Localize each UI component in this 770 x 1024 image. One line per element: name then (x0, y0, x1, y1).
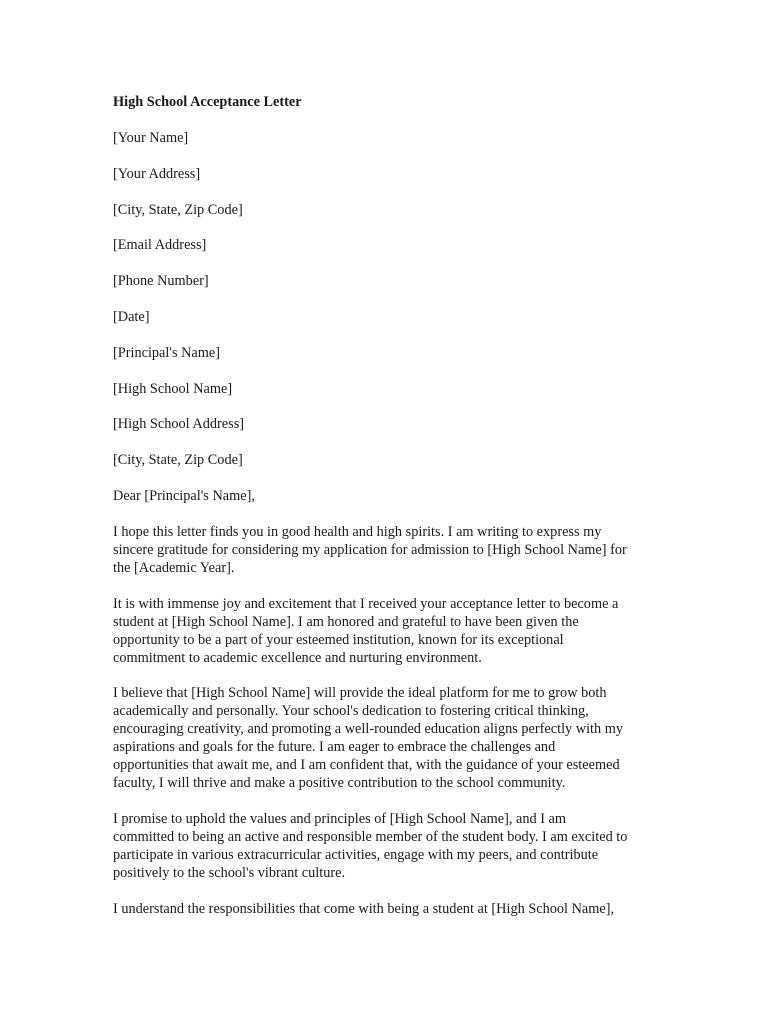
paragraph-line: I believe that [High School Name] will provide the ideal platform for me to grow both (113, 685, 607, 702)
sender-phone: [Phone Number] (113, 273, 209, 290)
sender-name: [Your Name] (113, 130, 189, 146)
paragraph-line: sincere gratitude for considering my application for admission to [High School Name] for (113, 541, 627, 558)
paragraph-line: participate in various extracurricular activities, engage with my peers, and contribute (113, 847, 599, 864)
recipient-school-name: [High School Name] (113, 380, 233, 397)
sender-address: [Your Address] (113, 165, 201, 182)
paragraph-line: commitment to academic excellence and nurturing environment. (113, 649, 482, 666)
paragraph-line: faculty, I will thrive and make a positive contribution to the school community. (113, 775, 566, 792)
paragraph-2 (113, 595, 663, 667)
paragraph-3 (113, 684, 663, 792)
paragraph-line: student at [High School Name]. I am honored and grateful to have been given the (113, 613, 579, 630)
paragraph-line: positively to the school's vibrant culture. (113, 865, 346, 882)
letter-date: [Date] (113, 308, 150, 325)
recipient-school-address: [High School Address] (113, 416, 245, 433)
paragraph-5 (113, 900, 663, 918)
paragraph-4 (113, 810, 663, 882)
paragraph-line: I hope this letter finds you in good health and high spirits. I am writing to express my (113, 523, 602, 540)
paragraph-line: academically and personally. Your school's dedication to fostering critical thinking, (113, 703, 589, 720)
paragraph-line: It is with immense joy and excitement that I received your acceptance letter to become a (113, 595, 619, 612)
paragraph-line: committed to being an active and responsible member of the student body. I am excited to (113, 829, 628, 846)
paragraph-line: opportunities that await me, and I am confident that, with the guidance of your esteemed (113, 757, 620, 774)
recipient-name: [Principal's Name] (113, 344, 220, 361)
paragraph-line: I understand the responsibilities that come with being a student at [High School Name], (113, 900, 615, 917)
letter-title: High School Acceptance Letter (113, 94, 302, 110)
recipient-city-state-zip: [City, State, Zip Code] (113, 452, 243, 469)
paragraph-line: encouraging creativity, and promoting a well-rounded education aligns perfectly with my (113, 721, 624, 738)
letter-body (113, 93, 663, 918)
sender-email: [Email Address] (113, 237, 207, 254)
salutation: Dear [Principal's Name], (113, 487, 255, 504)
paragraph-line: opportunity to be a part of your esteemed institution, known for its exceptional (113, 631, 564, 648)
paragraph-line: the [Academic Year]. (113, 559, 235, 576)
sender-city-state-zip: [City, State, Zip Code] (113, 201, 243, 218)
paragraph-line: aspirations and goals for the future. I am eager to embrace the challenges and (113, 739, 556, 756)
paragraph-1 (113, 523, 663, 577)
paragraph-line: I promise to uphold the values and principles of [High School Name], and I am (113, 811, 567, 828)
